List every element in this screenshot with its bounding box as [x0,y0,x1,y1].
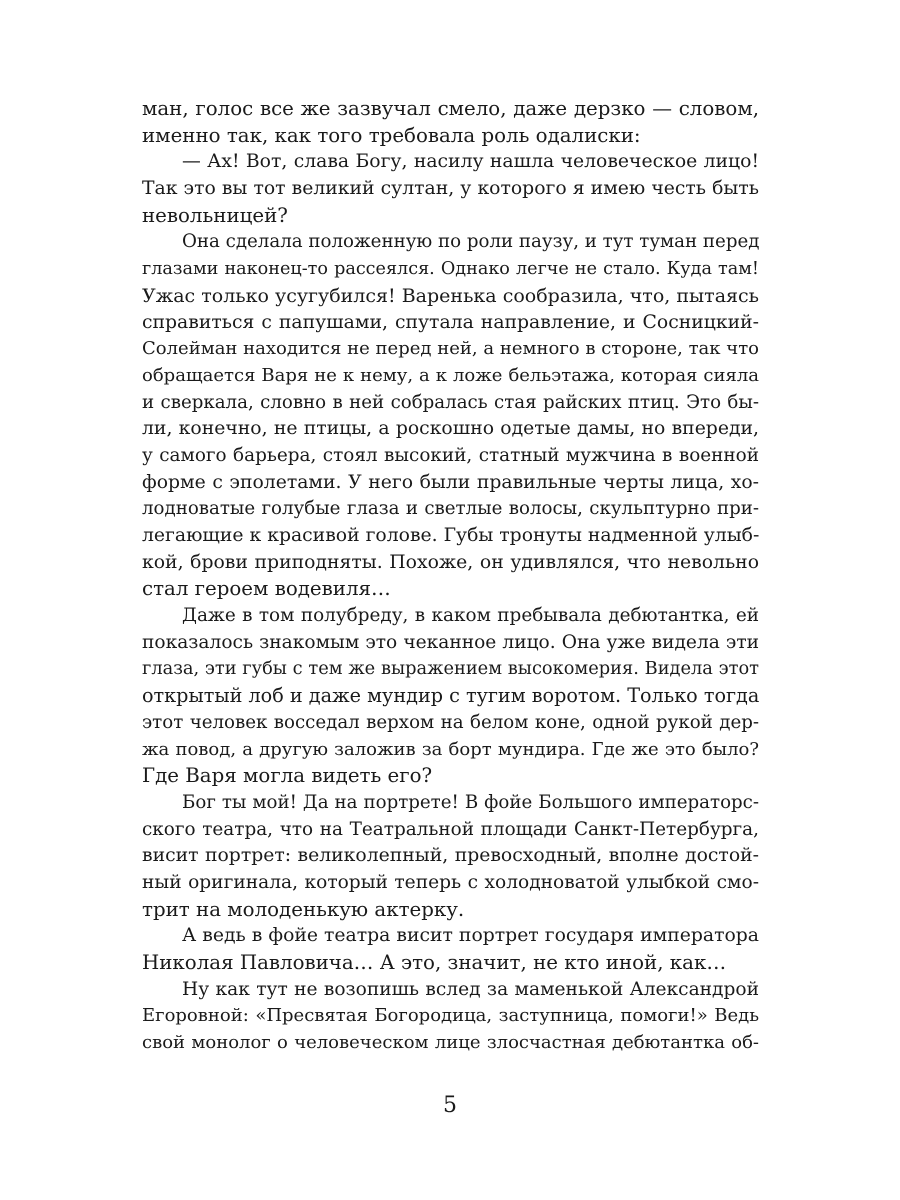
text-line: Где Варя могла видеть его? [142,764,433,788]
text-line: лодноватые голубые глаза и светлые волосы, скульптурно при- [142,498,759,520]
text-line: Она сделала положенную по роли паузу, и тут туман перед [182,231,760,253]
text-line: стал героем водевиля… [142,577,391,601]
text-line: ман, голос все же зазвучал смело, даже дерзко — словом, [142,97,759,120]
text-line: ского театра, что на Театральной площади Санкт-Петербурга, [142,818,759,840]
text-line: жа повод, а другую заложив за борт мундира. Где же это было? [142,738,759,760]
text-line: невольницей? [142,203,288,227]
text-line: справиться с папушами, спутала направление, и Сосницкий- [142,311,759,333]
page-body-text [142,96,759,1057]
page-number: 5 [443,1093,457,1118]
text-line: Так это вы тот великий султан, у которого я имею честь быть [142,178,759,200]
text-line: Солейман находится не перед ней, а немного в стороне, так что [142,338,759,360]
text-line: и сверкала, словно в ней собралась стая райских птиц. Это бы- [142,391,759,413]
text-line: Егоровной: «Пресвятая Богородица, заступница, помоги!» Ведь [142,1005,759,1027]
text-line: Николая Павловича… А это, значит, не кто иной, как… [142,951,727,974]
text-line: свой монолог о человеческом лице злосчастная дебютантка об- [142,1032,759,1054]
text-line: Даже в том полубреду, в каком пребывала дебютантка, ей [182,605,759,627]
text-line: у самого барьера, стоял высокий, статный мужчина в военной [142,444,759,466]
text-line: ли, конечно, не птицы, а роскошно одетые дамы, но впереди, [142,418,759,440]
text-line: глазами наконец-то рассеялся. Однако легче не стало. Куда там! [142,259,759,280]
text-line: Ужас только усугубился! Варенька сообразила, что, пытаясь [142,284,759,307]
text-line: открытый лоб и даже мундир с тугим воротом. Только тогда [142,684,760,708]
text-line: Бог ты мой! Да на портрете! В фойе Большого императорс- [182,791,759,813]
text-line: обращается Варя не к нему, а к ложе бельэтажа, которая сияла [142,364,759,386]
text-line: именно так, как того требовала роль одалиски: [142,123,641,147]
text-line: ный оригинала, который теперь с холодноватой улыбкой смо- [142,871,759,893]
text-line: А ведь в фойе театра висит портрет государя императора [182,925,759,947]
text-line: — Ах! Вот, слава Богу, насилу нашла человеческое лицо! [182,151,759,173]
text-line: кой, брови приподняты. Похоже, он удивлялся, что невольно [142,551,759,573]
text-line: легающие к красивой голове. Губы тронуты надменной улыб- [142,525,760,546]
text-line: висит портрет: великолепный, превосходный, вполне достой- [142,845,759,867]
text-line: форме с эполетами. У него были правильные черты лица, хо- [142,471,759,493]
text-line: Ну как тут не возопишь вслед за маменькой Александрой [182,978,759,1000]
text-line: показалось знакомым это чеканное лицо. Она уже видела эти [142,631,759,653]
text-line: глаза, эти губы с тем же выражением высокомерия. Видела этот [142,658,759,680]
text-line: трит на молоденькую актерку. [142,897,465,921]
text-line: этот человек восседал верхом на белом коне, одной рукой дер- [142,711,759,733]
